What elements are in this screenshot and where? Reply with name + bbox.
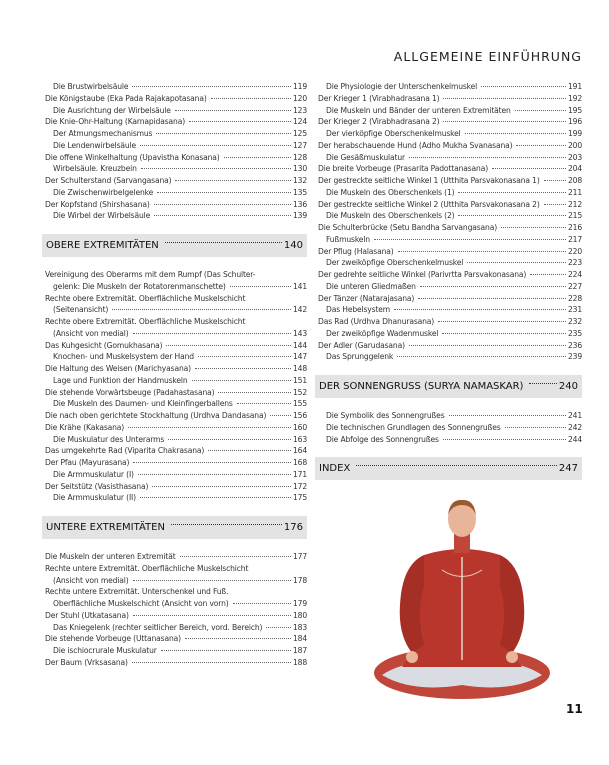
dot-leader [154,204,291,205]
dot-leader [152,486,291,487]
dot-leader [266,627,291,628]
dot-leader [374,239,566,240]
entry-page: 127 [292,140,307,150]
entry-title: Der vierköpfige Oberschenkelmuskel [326,129,461,138]
toc-entry[interactable] [45,304,307,316]
dot-leader [443,98,565,99]
entry-title: Die Wirbel der Wirbelsäule [53,211,151,221]
entry-title: Der Seitstütz (Vasisthasana) [45,481,149,491]
toc-entry[interactable] [45,445,307,457]
dot-leader [133,615,291,616]
toc-entry[interactable] [318,199,582,211]
dot-leader [224,157,291,158]
toc-entry[interactable] [318,175,582,187]
entry-title: (Ansicht von medial) [53,575,129,585]
toc-entry[interactable] [45,645,307,657]
entry-title: Die Lendenwirbelsäule [53,140,137,150]
dot-leader [529,383,556,384]
dot-leader [443,439,566,440]
dot-leader [165,242,282,243]
toc-entry[interactable] [318,93,582,105]
dot-leader [409,345,566,346]
entry-page: 203 [567,152,582,162]
entry-title: Die Knie-Ohr-Haltung (Karnapidasana) [45,117,186,127]
dot-leader [140,145,291,146]
dot-leader [530,274,566,275]
toc-entry[interactable] [45,199,307,211]
entry-title: Die Armmuskulatur (I) [53,469,134,479]
entry-page: 215 [567,211,582,221]
entry-title: Oberflächliche Muskelschicht (Ansicht von vorn) [53,599,229,608]
toc-right-column [318,81,582,492]
toc-entry[interactable] [45,422,307,434]
toc-entry[interactable] [318,210,582,222]
entry-page: 220 [567,246,582,256]
toc-entry[interactable] [45,398,307,410]
entry-title: Der Baum (Vrksasana) [45,657,128,667]
entry-page: 228 [567,293,582,303]
entry-page: 200 [567,140,582,150]
entry-page: 241 [567,411,582,420]
toc-section-heading[interactable] [315,457,582,480]
toc-entry[interactable] [45,81,307,93]
toc-entry[interactable] [318,152,582,164]
entry-title: Der Pfau (Mayurasana) [45,458,130,467]
toc-entry[interactable] [318,269,582,281]
entry-page: 244 [567,434,582,444]
entry-page: 152 [292,387,307,397]
entry-title: Die Königstaube (Eka Pada Rajakapotasana) [45,93,207,103]
dot-leader [133,333,291,334]
toc-entry[interactable] [45,622,307,634]
dot-leader [418,298,566,299]
section-title: DER SONNENGRUSS (SURYA NAMASKAR) [319,381,524,392]
entry-page: 195 [567,105,582,115]
entry-page: 136 [292,199,307,209]
toc-entry[interactable] [318,81,582,93]
toc-entry[interactable] [45,469,307,481]
entry-title: Die stehende Vorbeuge (Uttanasana) [45,634,181,644]
toc-entry-first-line: Vereinigung des Oberarms mit dem Rumpf (Das Schulter- [45,270,256,279]
entry-title: Der gestreckte seitliche Winkel 1 (Utthita Parsvakonasana 1) [318,176,540,185]
entry-page: 199 [567,129,582,138]
entry-page: 139 [292,211,307,221]
section-title: UNTERE EXTREMITÄTEN [46,522,165,533]
toc-entry[interactable] [45,434,307,446]
toc-entry[interactable] [45,175,307,187]
toc-entry[interactable] [45,457,307,469]
entry-page: 171 [292,469,307,479]
dot-leader [180,556,291,557]
entry-page: 175 [292,493,307,503]
toc-entry[interactable] [45,610,307,622]
toc-entry[interactable] [318,351,582,363]
dot-leader [394,309,566,310]
entry-title: (Ansicht von medial) [53,328,129,338]
entry-title: Die Muskeln des Oberschenkels (1) [326,187,455,197]
entry-title: Das Sprunggelenk [326,352,394,362]
entry-page: 123 [292,105,307,115]
entry-title: Die unteren Gliedmaßen [326,281,416,291]
dot-leader [157,192,291,193]
entry-page: 242 [567,422,582,432]
entry-title: Fußmuskeln [326,234,370,244]
entry-title: Lage und Funktion der Handmuskeln [53,375,188,385]
entry-page: 172 [292,481,307,491]
entry-page: 177 [292,552,307,561]
dot-leader [458,215,565,216]
entry-title: Die Gesäßmuskulatur [326,152,405,162]
entry-page: 164 [292,446,307,456]
entry-title: Der Krieger 2 (Virabhadrasana 2) [318,117,440,127]
dot-leader [166,345,291,346]
entry-title: Der zweiköpfige Oberschenkelmuskel [326,258,464,268]
toc-entry-first-line: Rechte untere Extremität. Unterschenkel und Fuß. [45,587,229,597]
toc-entry[interactable] [45,140,307,152]
toc-entry[interactable] [45,387,307,399]
running-head: ALLGEMEINE EINFÜHRUNG [393,49,582,64]
entry-title: Die Symbolik des Sonnengrußes [326,411,445,420]
entry-title: Der Krieger 1 (Virabhadrasana 1) [318,93,440,103]
toc-entry[interactable] [45,351,307,363]
entry-title: Der herabschauende Hund (Adho Mukha Svanasana) [318,140,513,150]
entry-title: Knochen- und Muskelsystem der Hand [53,352,194,362]
dot-leader [140,497,291,498]
entry-page: 130 [292,164,307,174]
entry-page: 188 [292,657,307,667]
toc-entry[interactable] [318,304,582,316]
toc-entry[interactable] [45,410,307,422]
toc-entry[interactable] [318,187,582,199]
entry-page: 143 [292,328,307,338]
toc-entry[interactable] [45,481,307,493]
entry-title: Das Kniegelenk (rechter seitlicher Bereich, vord. Bereich) [53,622,263,632]
toc-section-heading[interactable] [315,375,582,398]
entry-page: 208 [567,176,582,185]
entry-page: 196 [567,117,582,127]
entry-page: 120 [292,93,307,103]
toc-entry[interactable] [45,340,307,352]
entry-title: Der gestreckte seitliche Winkel 2 (Utthita Parsvakonasana 2) [318,199,540,209]
entry-title: Wirbelsäule. Kreuzbein [53,164,137,174]
dot-leader [185,638,291,639]
toc-entry[interactable] [45,93,307,105]
entry-title: Das umgekehrte Rad (Viparita Chakrasana) [45,446,205,456]
dot-leader [112,309,291,310]
dot-leader [516,145,566,146]
toc-entry[interactable] [318,293,582,305]
toc-entry[interactable] [318,105,582,117]
toc-entry[interactable] [45,187,307,199]
dot-leader [138,474,291,475]
dot-leader [171,524,282,525]
dot-leader [156,133,291,134]
entry-title: Der Atmungsmechanismus [53,129,153,138]
entry-page: 135 [292,187,307,197]
entry-title: Die stehende Vorwärtsbeuge (Padahastasana) [45,387,215,397]
toc-entry[interactable] [318,422,582,434]
dot-leader [398,251,566,252]
entry-page: 132 [292,176,307,185]
entry-page: 125 [292,129,307,138]
toc-entry[interactable] [45,116,307,128]
entry-title: Die Krähe (Kakasana) [45,422,125,432]
entry-page: 155 [292,399,307,409]
toc-entry[interactable] [318,410,582,422]
toc-entry[interactable] [45,281,307,293]
entry-page: 235 [567,328,582,338]
section-title: INDEX [319,463,351,475]
dot-leader [442,333,566,334]
dot-leader [420,286,566,287]
toc-entry[interactable] [318,257,582,269]
dot-leader [175,180,291,181]
entry-page: 184 [292,634,307,644]
toc-entry[interactable] [318,340,582,352]
entry-title: Die Physiologie der Unterschenkelmuskel [326,82,478,91]
entry-title: Die offene Winkelhaltung (Upavistha Konasana) [45,152,220,162]
section-page: 140 [283,240,303,251]
entry-title: Die Muskeln des Daumen- und Kleinfingerballens [53,399,233,409]
section-title: OBERE EXTREMITÄTEN [46,240,159,251]
toc-entry[interactable] [45,551,307,563]
dot-leader [218,392,290,393]
dot-leader [195,368,291,369]
toc-entry[interactable] [45,328,307,340]
entry-title: Der Schulterstand (Sarvangasana) [45,176,172,185]
entry-page: 223 [567,258,582,268]
dot-leader [467,262,566,263]
dot-leader [128,427,291,428]
dot-leader [544,204,566,205]
entry-page: 151 [292,375,307,385]
dot-leader [501,227,566,228]
toc-entry[interactable] [45,363,307,375]
entry-title: Die Haltung des Weisen (Marichyasana) [45,364,191,373]
entry-page: 224 [567,270,582,279]
entry-title: Das Kuhgesicht (Gomukhasana) [45,340,163,350]
entry-title: Die technischen Grundlagen des Sonnengrußes [326,422,501,432]
toc-entry-first-line: Rechte untere Extremität. Oberflächliche Muskelschicht [45,563,249,573]
dot-leader [233,603,291,604]
entry-title: Die Ausrichtung der Wirbelsäule [53,105,171,115]
dot-leader [449,415,566,416]
dot-leader [397,356,566,357]
toc-entry[interactable] [45,210,307,222]
dot-leader [544,180,566,181]
toc-entry[interactable] [318,222,582,234]
dot-leader [132,662,291,663]
toc-entry[interactable] [45,492,307,504]
entry-title: Das Rad (Urdhva Dhanurasana) [318,317,435,326]
dot-leader [492,168,566,169]
dot-leader [458,192,565,193]
dot-leader [175,110,291,111]
toc-left-column [45,81,307,669]
entry-page: 178 [292,575,307,585]
entry-title: Die Muskeln des Oberschenkels (2) [326,211,455,221]
toc-entry[interactable] [45,375,307,387]
dot-leader [133,580,291,581]
dot-leader [211,98,291,99]
entry-page: 232 [567,317,582,326]
entry-page: 204 [567,164,582,174]
entry-page: 128 [292,152,307,162]
entry-title: Die breite Vorbeuge (Prasarita Padottanasana) [318,164,489,174]
entry-page: 239 [567,352,582,362]
entry-page: 236 [567,340,582,350]
toc-entry-first-line: Rechte obere Extremität. Oberflächliche Muskelschicht [45,293,246,303]
entry-title: Der gedrehte seitliche Winkel (Parivrtta Parsvakonasana) [318,270,527,279]
entry-page: 147 [292,352,307,362]
dot-leader [438,321,566,322]
entry-title: Der Kopfstand (Shirshasana) [45,199,150,209]
dot-leader [443,121,565,122]
entry-page: 156 [292,411,307,420]
dot-leader [161,650,291,651]
toc-entry[interactable] [45,163,307,175]
entry-page: 142 [292,305,307,315]
entry-title: Der Tänzer (Natarajasana) [318,293,415,303]
toc-entry[interactable] [318,246,582,258]
entry-page: 187 [292,646,307,655]
entry-page: 179 [292,599,307,608]
entry-title: Die ischiocrurale Muskulatur [53,646,157,655]
entry-page: 119 [292,82,307,91]
entry-page: 217 [567,234,582,244]
entry-page: 168 [292,458,307,467]
dot-leader [132,86,291,87]
dot-leader [481,86,566,87]
toc-entry[interactable] [318,316,582,328]
entry-title: Das Hebelsystem [326,305,391,315]
dot-leader [168,439,291,440]
entry-title: Die Muskulatur des Unterarms [53,434,165,444]
dot-leader [154,215,291,216]
entry-title: Die Abfolge des Sonnengrußes [326,434,439,444]
dot-leader [230,286,291,287]
toc-entry[interactable] [45,575,307,587]
dot-leader [189,121,291,122]
anatomy-figure-lotus-pose [372,495,552,705]
dot-leader [237,403,291,404]
entry-page: 216 [567,223,582,232]
entry-page: 148 [292,364,307,373]
toc-entry[interactable] [318,328,582,340]
entry-title: Der Adler (Garudasana) [318,340,405,350]
dot-leader [192,380,291,381]
dot-leader [505,427,566,428]
toc-entry-first-line: Rechte obere Extremität. Oberflächliche Muskelschicht [45,317,246,326]
entry-page: 191 [567,82,582,91]
entry-title: Die Armmuskulatur (II) [53,493,136,503]
toc-entry[interactable] [45,598,307,610]
entry-title: gelenk: Die Muskeln der Rotatorenmanschette) [53,281,226,291]
toc-entry[interactable] [318,234,582,246]
entry-title: Die Brustwirbelsäule [53,82,129,91]
entry-title: Die Schulterbrücke (Setu Bandha Sarvangasana) [318,223,498,232]
entry-title: Der Pflug (Halasana) [318,246,394,256]
entry-title: Die nach oben gerichtete Stockhaltung (Urdhva Dandasana) [45,411,267,420]
entry-page: 144 [292,340,307,350]
section-page: 247 [558,463,578,475]
entry-title: Die Muskeln und Bänder der unteren Extremitäten [326,105,511,115]
toc-entry[interactable] [318,128,582,140]
dot-leader [409,157,566,158]
entry-page: 160 [292,422,307,432]
entry-page: 212 [567,199,582,209]
toc-entry[interactable] [45,128,307,140]
dot-leader [356,465,557,466]
entry-title: Die Zwischenwirbelgelenke [53,187,154,197]
entry-page: 180 [292,610,307,620]
entry-title: Der zweiköpfige Wadenmuskel [326,328,439,338]
dot-leader [133,462,291,463]
entry-page: 124 [292,117,307,127]
entry-title: (Seitenansicht) [53,305,109,315]
entry-page: 141 [292,281,307,291]
entry-page: 227 [567,281,582,291]
dot-leader [141,168,291,169]
dot-leader [515,110,566,111]
toc-entry[interactable] [45,657,307,669]
entry-page: 183 [292,622,307,632]
toc-entry[interactable] [45,633,307,645]
section-page: 240 [558,381,578,392]
entry-title: Der Stuhl (Utkatasana) [45,610,129,620]
toc-entry[interactable] [318,116,582,128]
dot-leader [270,415,291,416]
dot-leader [198,356,291,357]
section-page: 176 [283,522,303,533]
toc-section-heading[interactable] [42,516,307,539]
entry-page: 192 [567,93,582,103]
entry-page: 231 [567,305,582,315]
toc-entry[interactable] [318,140,582,152]
entry-page: 211 [567,187,582,197]
toc-entry[interactable] [318,281,582,293]
toc-entry[interactable] [318,434,582,446]
toc-entry[interactable] [318,163,582,175]
entry-page: 163 [292,434,307,444]
toc-section-heading[interactable] [42,234,307,257]
toc-entry[interactable] [45,105,307,117]
page-number: 11 [566,702,583,716]
dot-leader [465,133,566,134]
entry-title: Die Muskeln der unteren Extremität [45,552,176,561]
dot-leader [208,450,291,451]
toc-entry[interactable] [45,152,307,164]
